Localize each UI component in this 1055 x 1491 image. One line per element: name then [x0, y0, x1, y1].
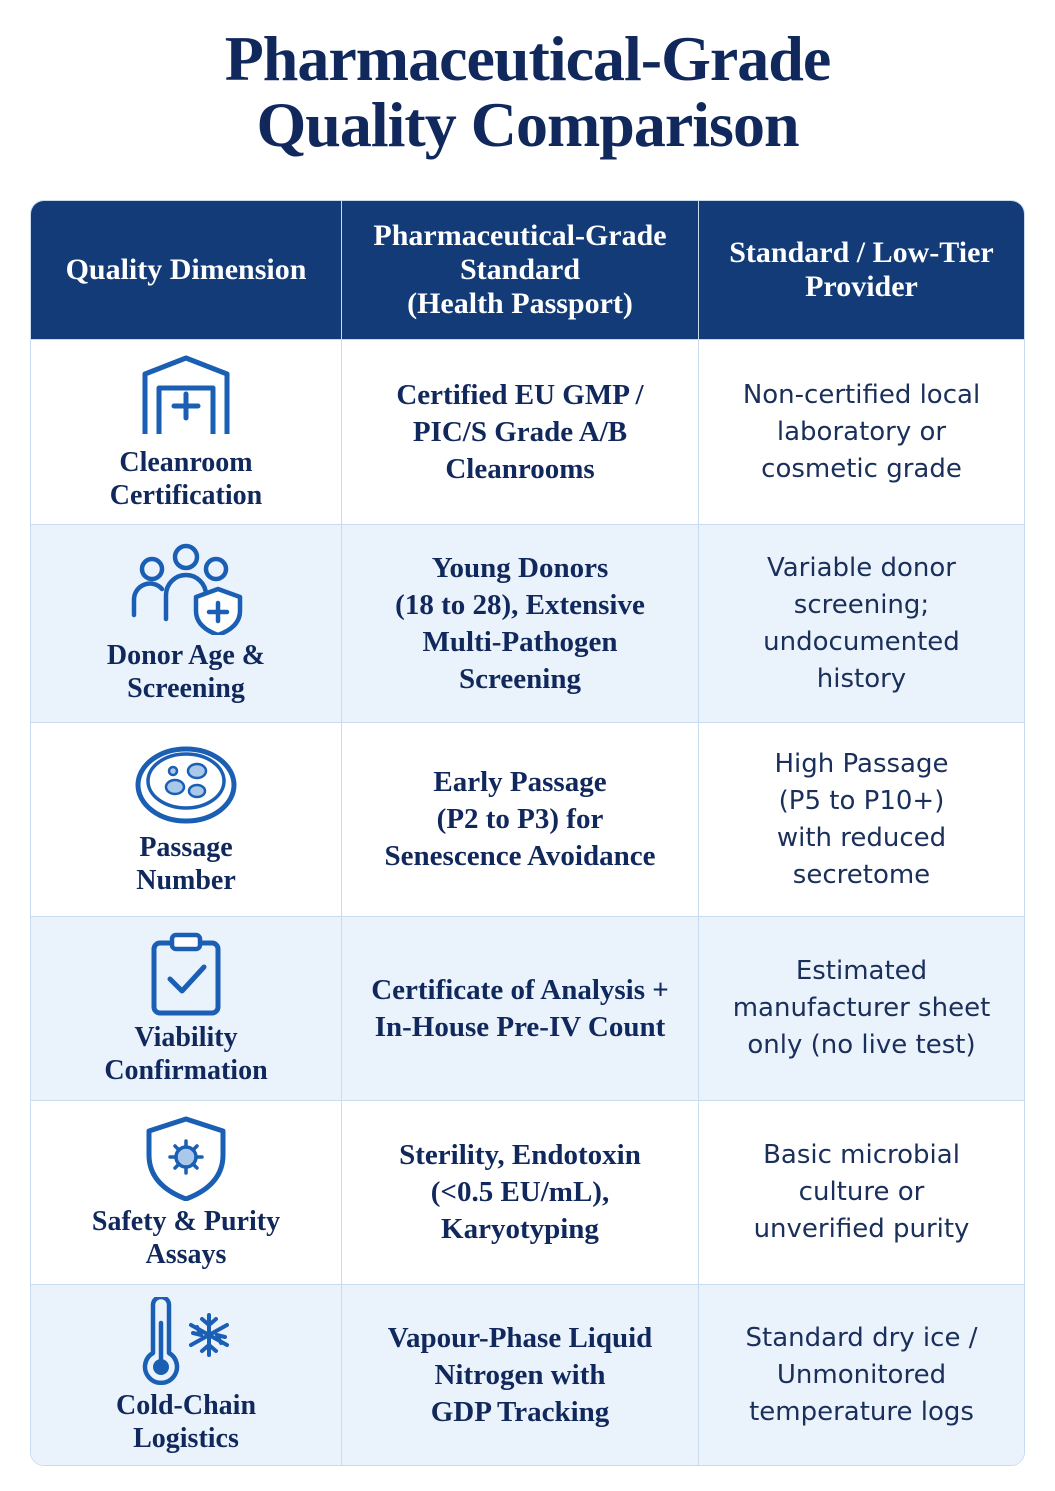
thermometer-snowflake-icon — [131, 1297, 241, 1385]
dimension-cell — [31, 1285, 341, 1466]
table-row — [31, 1100, 1024, 1284]
pharma-cell — [341, 1285, 698, 1466]
petri-dish-icon — [131, 743, 241, 827]
pharma-cell — [341, 525, 698, 722]
dimension-label: Cold-Chain Logistics — [115, 1389, 257, 1454]
standard-text: Variable donor screening; undocumented history — [763, 552, 960, 694]
standard-cell — [698, 340, 1024, 524]
dimension-cell — [31, 723, 341, 916]
shield-virus-icon — [141, 1115, 231, 1201]
title-line-1: Pharmaceutical-Grade — [224, 23, 831, 94]
pharma-cell — [341, 723, 698, 916]
standard-text: Basic microbial culture or unverified purity — [753, 1140, 970, 1244]
dimension-cell — [31, 525, 341, 722]
pharma-text: Early Passage (P2 to P3) for Senescence Avoidance — [384, 766, 656, 872]
standard-text: Non-certified local laboratory or cosmetic grade — [742, 379, 981, 484]
table-row — [31, 524, 1024, 722]
pharma-text: Certificate of Analysis + In-House Pre-IV Count — [371, 973, 669, 1043]
dimension-cell — [31, 917, 341, 1100]
dimension-label: Passage Number — [136, 831, 236, 896]
header-quality-dimension: Quality Dimension — [65, 253, 307, 286]
dimension-cell — [31, 340, 341, 524]
table-row — [31, 916, 1024, 1100]
table-row — [31, 1284, 1024, 1466]
pharma-text: Sterility, Endotoxin (<0.5 EU/mL), Karyotyping — [399, 1139, 641, 1245]
table-header — [31, 201, 1024, 339]
dimension-cell — [31, 1101, 341, 1284]
header-standard-provider: Standard / Low-Tier Provider — [698, 201, 1024, 339]
comparison-table — [30, 200, 1025, 1466]
standard-cell — [698, 1285, 1024, 1466]
standard-cell — [698, 525, 1024, 722]
dimension-label: Safety & Purity Assays — [91, 1205, 281, 1270]
standard-cell — [698, 723, 1024, 916]
header-pharma-standard: Pharmaceutical-Grade Standard (Health Passport) — [341, 201, 698, 339]
clipboard-check-icon — [144, 931, 228, 1017]
dimension-label: Viability Confirmation — [104, 1021, 268, 1086]
pharma-cell — [341, 917, 698, 1100]
standard-text: Standard dry ice / Unmonitored temperature logs — [745, 1323, 978, 1427]
table-row — [31, 722, 1024, 916]
dimension-label: Donor Age & Screening — [106, 639, 266, 704]
standard-text: High Passage (P5 to P10+) with reduced secretome — [774, 748, 949, 890]
pharma-cell — [341, 340, 698, 524]
pharma-text: Certified EU GMP / PIC/S Grade A/B Cleanrooms — [396, 378, 644, 485]
standard-cell — [698, 917, 1024, 1100]
pharma-text: Young Donors (18 to 28), Extensive Multi-Pathogen Screening — [395, 551, 645, 695]
page-title — [0, 23, 1055, 160]
pharma-text: Vapour-Phase Liquid Nitrogen with GDP Tracking — [387, 1322, 653, 1428]
donors-shield-icon — [126, 543, 246, 635]
standard-cell — [698, 1101, 1024, 1284]
title-line-2: Quality Comparison — [256, 89, 799, 160]
table-row — [31, 339, 1024, 524]
dimension-label: Cleanroom Certification — [109, 447, 263, 511]
cleanroom-icon — [131, 352, 241, 442]
standard-text: Estimated manufacturer sheet only (no live test) — [732, 956, 991, 1060]
pharma-cell — [341, 1101, 698, 1284]
